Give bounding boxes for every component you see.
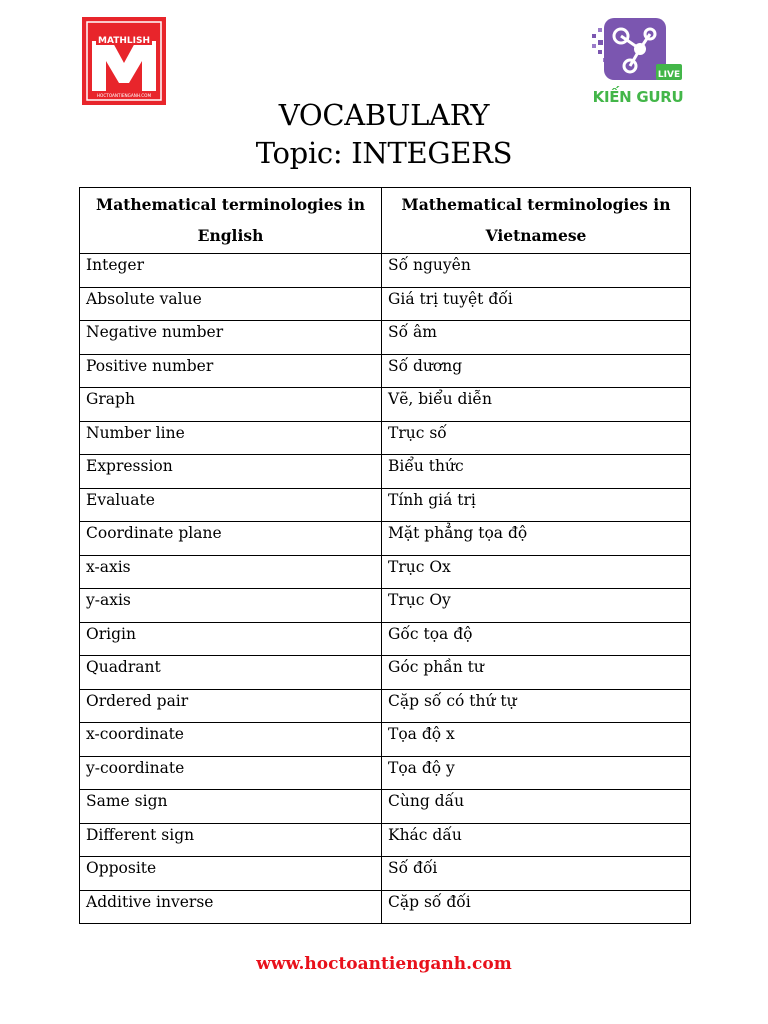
term-english: Ordered pair xyxy=(80,689,382,723)
table-row xyxy=(80,287,691,321)
table-row xyxy=(80,756,691,790)
term-vietnamese: Số nguyên xyxy=(382,254,691,288)
header-vietnamese: Mathematical terminologies in Vietnamese xyxy=(382,188,691,254)
term-english: Opposite xyxy=(80,857,382,891)
table-row xyxy=(80,823,691,857)
term-english: Absolute value xyxy=(80,287,382,321)
term-vietnamese: Giá trị tuyệt đối xyxy=(382,287,691,321)
term-english: Integer xyxy=(80,254,382,288)
term-english: Origin xyxy=(80,622,382,656)
term-vietnamese: Số âm xyxy=(382,321,691,355)
table-row xyxy=(80,522,691,556)
table-row xyxy=(80,421,691,455)
term-english: Quadrant xyxy=(80,656,382,690)
title-line-topic: Topic: INTEGERS xyxy=(255,136,513,170)
table-row xyxy=(80,656,691,690)
table-row xyxy=(80,790,691,824)
table-row xyxy=(80,689,691,723)
table-row xyxy=(80,555,691,589)
term-english: Evaluate xyxy=(80,488,382,522)
table-row xyxy=(80,589,691,623)
mathlish-logo xyxy=(82,17,166,105)
term-english: Expression xyxy=(80,455,382,489)
table-row xyxy=(80,388,691,422)
term-vietnamese: Cặp số có thứ tự xyxy=(382,689,691,723)
title-line-vocabulary: VOCABULARY xyxy=(278,98,490,132)
table-row xyxy=(80,321,691,355)
term-vietnamese: Cặp số đối xyxy=(382,890,691,924)
term-vietnamese: Tọa độ y xyxy=(382,756,691,790)
footer-url: www.hoctoantienganh.com xyxy=(256,954,512,974)
table-row xyxy=(80,354,691,388)
table-row xyxy=(80,857,691,891)
term-vietnamese: Tọa độ x xyxy=(382,723,691,757)
term-english: Different sign xyxy=(80,823,382,857)
svg-text:KIẾN GURU: KIẾN GURU xyxy=(592,88,684,106)
table-row xyxy=(80,254,691,288)
term-english: Positive number xyxy=(80,354,382,388)
term-vietnamese: Vẽ, biểu diễn xyxy=(382,388,691,422)
svg-text:LIVE: LIVE xyxy=(657,70,681,80)
term-vietnamese: Khác dấu xyxy=(382,823,691,857)
table-row xyxy=(80,890,691,924)
term-english: Coordinate plane xyxy=(80,522,382,556)
table-body xyxy=(80,254,691,924)
table-row xyxy=(80,488,691,522)
svg-text:HOCTOANTIENGANH.COM: HOCTOANTIENGANH.COM xyxy=(96,93,152,98)
term-english: Same sign xyxy=(80,790,382,824)
term-vietnamese: Số dương xyxy=(382,354,691,388)
term-english: x-axis xyxy=(80,555,382,589)
term-vietnamese: Tính giá trị xyxy=(382,488,691,522)
term-vietnamese: Mặt phẳng tọa độ xyxy=(382,522,691,556)
term-english: Negative number xyxy=(80,321,382,355)
table-header-row xyxy=(80,188,691,254)
table-row xyxy=(80,723,691,757)
term-vietnamese: Trục Oy xyxy=(382,589,691,623)
term-english: y-axis xyxy=(80,589,382,623)
term-english: Additive inverse xyxy=(80,890,382,924)
vocabulary-table xyxy=(79,187,691,924)
term-english: Number line xyxy=(80,421,382,455)
term-vietnamese: Gốc tọa độ xyxy=(382,622,691,656)
term-vietnamese: Góc phần tư xyxy=(382,656,691,690)
term-english: y-coordinate xyxy=(80,756,382,790)
term-vietnamese: Trục số xyxy=(382,421,691,455)
term-vietnamese: Trục Ox xyxy=(382,555,691,589)
table-row xyxy=(80,622,691,656)
term-english: x-coordinate xyxy=(80,723,382,757)
header-english: Mathematical terminologies in English xyxy=(80,188,382,254)
term-english: Graph xyxy=(80,388,382,422)
table-row xyxy=(80,455,691,489)
term-vietnamese: Biểu thức xyxy=(382,455,691,489)
svg-text:MATHLISH: MATHLISH xyxy=(98,36,150,46)
page-title xyxy=(0,96,768,172)
term-vietnamese: Số đối xyxy=(382,857,691,891)
term-vietnamese: Cùng dấu xyxy=(382,790,691,824)
